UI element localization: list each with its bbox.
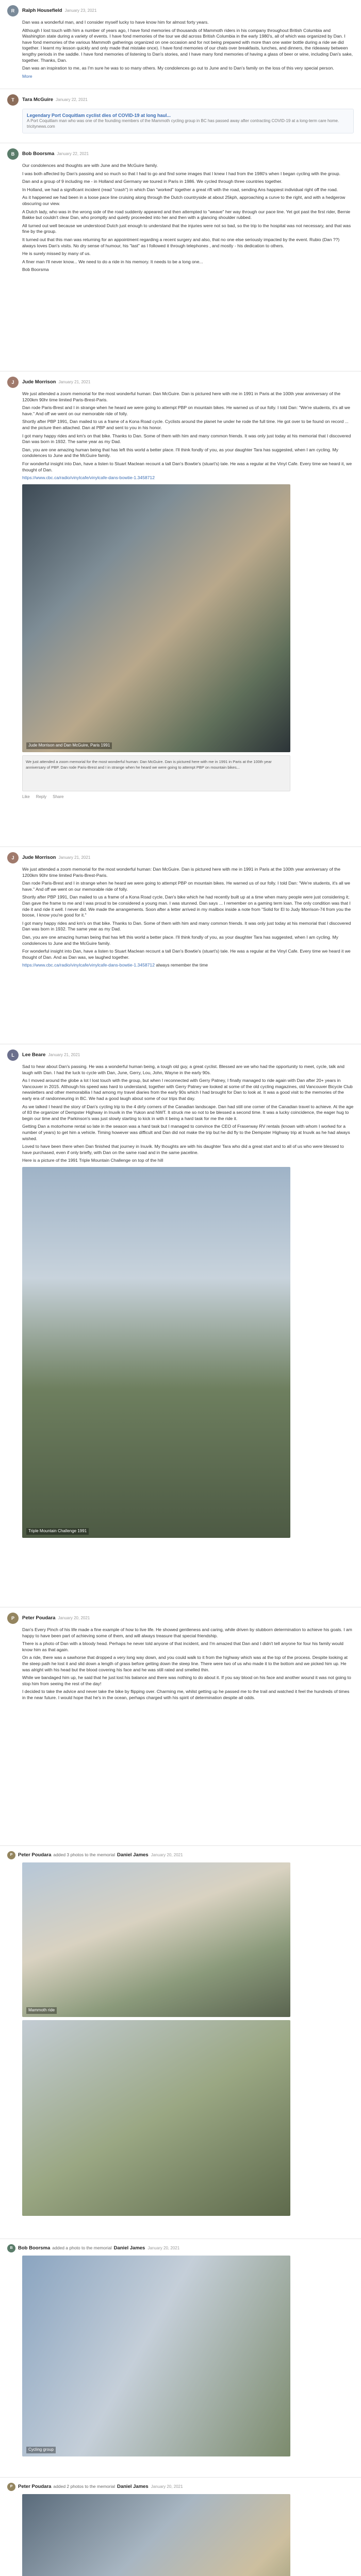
post-body [22,391,354,800]
post-paragraph: On a ride, there was a sawhorse that dropped a very long way down, and you could walk to it from the highway which was at the top of the process. Despite looking at the steep path he lost it and slid down a length of grass before getting down the steep line. There were two of us who made it to the bottom and we picked him up. He was alright with his head but the blood covering his face and he was still rated and smelled thin. [22,1655,348,1672]
post [0,371,361,846]
post-paragraph: We just attended a zoom memorial for the most wonderful human: Dan McGuire. Dan is pictured here with me in 1991 in Paris at the 100th year anniversary of the 1200km 90hr time limited Paris-Brest-Paris. [22,391,340,402]
post-paragraph [22,962,354,969]
photo-caption-box [22,755,290,791]
post-paragraph: Here is a picture of the 1991 Triple Mountain Challenge on top of the hill [22,1158,163,1163]
post-date: January 20, 2021 [58,1615,90,1620]
post-date: January 22, 2021 [56,97,88,102]
link-domain: tricitynews.com [27,124,55,129]
post-paragraph: As we talked I heard the story of Dan's cycling trip to the 4 dirty corners of the Canadian landscape. Dan had still one corner of the Canadian travel to achieve. At the age of 83 the organizer of Dempster Highway in Inuvik in the Yukon and NWT. It struck me so not to be blessed a second time. It was a lucky coincidence, the eager hug to begin our time and the Parkinson's was just slowly starting to kick in with it being a hard task for me the ride it. [22,1104,354,1121]
post-paragraph: Dan and a group of 9 including me - in Holland and Germany we toured in Paris in 1986. We cycled through three countries together. [22,179,283,184]
post-body [22,20,354,79]
activity-header [7,2244,354,2252]
photo-caption-overlay: Jude Morrison and Dan McGuire, Paris 1991 [26,742,112,749]
post-paragraph: Dan rode Paris-Brest and I in strange when he heard we were going to attempt PBP on mountain bikes. He warned us of our folly. I told Dan: "We're students, it's all we have." And off we went on our memorable ride of folly. [22,880,350,892]
post-paragraph: While we bandaged him up, he said that he just lost his balance and there was nothing to do about it. If you say blood on his face and another wound it was not going to stop him from seeing the rest of the day! [22,1675,351,1686]
author-name[interactable]: Bob Boorsma [22,150,55,157]
post-paragraph: He is surely missed by many of us. [22,251,91,257]
reply-button[interactable]: Reply [36,794,47,799]
share-button[interactable]: Share [53,794,64,799]
post-paragraph: I got many happy rides and km's on that bike. Thanks to Dan. Some of them with him and many common friends. It was only just today at his memorial that I discovered Dan was born in 1932. The same year as my Dad. [22,920,351,932]
post-actions [22,794,354,800]
post-paragraph: Sad to hear about Dan's passing. He was a wonderful human being, a tough old guy, a great cyclist. Blessed are we who had the opportunity to meet, cycle, talk and laugh with Dan. I had the luck to cycle with Dan, June, Gerry, Lou, John, Wayne in the early 90s. [22,1064,344,1075]
post-body [22,1064,354,1538]
post-paragraph: I decided to take the advice and never take the bike by flipping over. Charming me, whilst getting up he passed me to the trail and watched it feel the hundreds of times in the near future. I would hope that he's in the ocean, perhaps charged with his spirit of determination despite all odds. [22,1689,350,1700]
memorial-photo[interactable] [22,484,290,752]
post-body [22,1627,354,1701]
post-header [7,1613,354,1624]
author-name[interactable]: Tara McGuire [22,96,54,103]
post [0,0,361,89]
author-name[interactable]: Peter Poudara [22,1615,56,1621]
author-name[interactable]: Lee Beare [22,1052,46,1058]
signature: Bob Boorsma [22,267,49,273]
post-paragraph: Dan's Every Pinch of his life made a fine example of how to live life. He showed gentleness and caring, while driven by stubborn determination to achieve his goals. I am happy to have been part of achieving some of them, and will always treasure that special friendship. [22,1627,352,1638]
post-paragraph: A Dutch lady, who was in the wrong side of the road suddenly appeared and then attempted to "weave" her way through our pace line. Yet got past the first rider, Bernie Bakke but couldn't clear Dan, who promptly and quietly proceeded into her and then with a glancing shoulder rubbed. [22,209,351,221]
post-paragraph: Dan was an inspiration to me, as I'm sure he was to so many others. My condolences go out to June and to Dan's family on the loss of this very special person. [22,65,334,71]
activity-text: added a photo to the memorial [52,2245,112,2251]
post-paragraph: Although I lost touch with him a number of years ago, I have fond memories of thousands of Mammoth riders in his company throughout British Columbia and Washington state during a variety of events. I have fond memories of the tour we did across British Columbia in the early 1980's, all of which was organized by Dan. I have fond memories of the various Mammoth gatherings organized on one occasion and for not being prepared with more than one water bottle during a ride we did together. I learnt my lesson quickly and only made that mistake once). I have fond memories of our chats over breakfasts, lunches, and dinners, the rideaway between lengthy periods in the saddle. I have fond memories of listening to Dan's stories, and I have many fond memories of having a glass of beer or wine, including Dan's sake, together. Thanks, Dan. [22,27,353,63]
photo-caption-overlay: Triple Mountain Challenge 1991 [26,1528,89,1535]
post-paragraph: It turned out that this man was returning for an appointment regarding a recent surgery and also, that no one else seriously impacted by the event. Rubio (Dan ??) always loves Dan's visits. No dry sense of humour, his "last" as I followed it through telephones , and mostly - his dedication to others. [22,236,340,248]
avatar[interactable]: R [7,5,19,16]
memorial-photo[interactable] [22,2020,290,2216]
post-date: January 22, 2021 [57,151,89,156]
vinyl-cafe-link[interactable]: https://www.cbc.ca/radio/vinylcafe/vinylcafe-dans-bowtie-1.3458712 [22,962,155,968]
memorial-target[interactable]: Daniel James [117,1852,149,1858]
post-paragraph: I was both affected by Dan's passing and so much so that I had to go and find some images that I knew I had from the 1980's when I began cycling with the group. [22,171,340,176]
post [0,2477,361,2576]
post-date: January 20, 2021 [147,2245,180,2250]
post-paragraph: Dan rode Paris-Brest and I in strange when he heard we were going to attempt PBP on mountain bikes. He warned us of our folly. I told Dan: "We're students, it's all we have." And off we went on our memorable ride of folly. [22,405,350,416]
link-preview-card[interactable] [22,109,354,133]
post-header [7,148,354,160]
activity-text: added 2 photos to the memorial [53,2484,115,2489]
author-name[interactable]: Ralph Housefield [22,7,62,13]
photo-caption-overlay: Mammoth ride [26,2007,57,2014]
activity-header [7,1851,354,1859]
author-name[interactable]: Jude Morrison [22,854,56,860]
memorial-photo[interactable] [22,1862,290,2017]
photo-caption-text: We just attended a zoom memorial for the most wonderful human: Dan McGuire. Dan is pictured here with me in 1991 in Paris at the 100th year anniversary of PBP. Dan rode Paris-Brest and I in strange when he heard we were going to attempt PBP on mountain bikes... [26,759,272,770]
more-link[interactable]: More [22,73,32,79]
post-header [7,377,354,388]
post-paragraph: Dan, you are one amazing human being that has left this world a better place. I'll think fondly of you, as your daughter Tara has suggested, when I am cycling. My condolences to June and the McGuire family. [22,447,338,459]
post-paragraph: As it happened we had been in a loose pace line cruising along through the Dutch countryside at about 25kph, approaching a curve to the right, and with a hedgerow obscuring our view. [22,195,346,206]
post-paragraph: Loved to have been there when Dan finished that journey in Inuvik. My thoughts are with his daughter Tara who did a great start and to all of us who were blessed to have purchased, even if only briefly, with Dan on the same road and in the same paceline. [22,1144,344,1155]
post-paragraph: I got many happy rides and km's on that bike. Thanks to Dan. Some of them with him and many common friends. It was only just today at his memorial that I discovered Dan was born in 1932. The same year as my Dad. [22,433,351,445]
post-date: January 23, 2021 [64,8,97,13]
avatar[interactable]: P [7,2483,15,2491]
post-paragraph: All turned out well because we understood Dutch just enough to understand that the injuries were not so bad, so the trip to the hospital was not necessary, and that was fine by the group. [22,223,351,234]
post-header [7,852,354,863]
author-name[interactable]: Peter Poudara [18,2483,52,2489]
link-trailing-text: always remember the time [156,962,208,968]
avatar[interactable]: B [7,148,19,160]
post [0,846,361,1044]
post-paragraph: Shortly after PBP 1991, Dan mailed to us a frame of a Kona Road cycle. Cyclists around the planet he under he rode the full time. He got over to be found on record ... and the picture then attached. Dan at PBP and sent to you in his honor. [22,419,349,430]
post-date: January 20, 2021 [151,1852,183,1857]
post-paragraph: For wonderful insight into Dan, have a listen to Stuart Maclean recount a tall Dan's Bowtie's (stuart's) tale. He was a regular at the Vinyl Cafe. Every time we heard it, we thought of Dan. [22,461,352,472]
avatar[interactable]: P [7,1851,15,1859]
memorial-photo[interactable] [22,1167,290,1538]
avatar[interactable]: P [7,1613,19,1624]
post-paragraph: In Holland, we had a significant incident (read "crash") in which Dan "worked" together a great rift with the road, sending Ans happiest individual right off the road. [22,187,338,192]
post-body [22,867,354,969]
avatar[interactable]: B [7,2244,15,2252]
memorial-target[interactable]: Daniel James [113,2245,145,2251]
post-paragraph: Our condolences and thoughts are with June and the McGuire family. [22,163,158,168]
memorial-photo[interactable] [22,2256,290,2456]
post-header [7,94,354,106]
avatar[interactable]: J [7,852,19,863]
link-title[interactable]: Legendary Port Coquitlam cyclist dies of COVID-19 at long haul... [27,113,171,118]
post [0,1044,361,1607]
post-paragraph: Dan was a wonderful man, and I consider myself lucky to have know him for almost forty years. [22,20,209,25]
post [0,89,361,143]
activity-text: added 3 photos to the memorial [53,1852,115,1858]
like-button[interactable]: Like [22,794,30,799]
author-name[interactable]: Peter Poudara [18,1852,52,1858]
post-paragraph: There is a photo of Dan with a bloody head. Perhaps he never told anyone of that incident, and I'm amazed that Dan and I didn't tell anyone for four his family would know him as that again. [22,1641,343,1652]
post-date: January 20, 2021 [151,2484,183,2489]
avatar[interactable]: J [7,377,19,388]
post-header [7,1049,354,1061]
post-paragraph: As I moved around the globe a lot I lost touch with the group, but when I reconnected with Gerry Patney, I finally managed to ride again with Dan after 20+ years in Vancouver in 2015. Although his speed was hard to understand, together with Gerry Patney we looked at some of the old cycling magazines, old Vancouver Bicycle Club newsletters and other memorabilia I had among my travel diaries from the early 90s which I had brought for Dan to look at. It was a good visit to the memories of the early era of randonneuring in BC. We had a good laugh about some of our trips that day. [22,1078,353,1101]
post-paragraph: We just attended a zoom memorial for the most wonderful human: Dan McGuire. Dan is pictured here with me in 1991 in Paris at the 100th year anniversary of the 1200km 90hr time limited Paris-Brest-Paris. [22,867,340,878]
post-paragraph: A finer man I'll never know... We need to do a ride in his memory. It needs to be a long one... [22,259,203,264]
post-date: January 21, 2021 [58,379,91,384]
post-date: January 21, 2021 [48,1052,80,1057]
activity-header [7,2483,354,2491]
avatar[interactable]: L [7,1049,19,1061]
link-description: A Port Coquitlam man who was one of the founding members of the Mammoth cycling group in BC has passed away after contracting COVID-19 at a long-term care home. [27,118,339,124]
post [0,143,361,371]
vinyl-cafe-link[interactable]: https://www.cbc.ca/radio/vinylcafe/vinylcafe-dans-bowtie-1.3458712 [22,475,155,481]
author-name[interactable]: Jude Morrison [22,379,56,385]
memorial-target[interactable]: Daniel James [117,2483,149,2489]
post-body [22,163,354,273]
photo-caption-overlay: Cycling group [26,2447,56,2453]
post-paragraph: Shortly after PBP 1991, Dan mailed to us a frame of a Kona Road cycle, Dan's bike which he had recently built up at a time when many people were just considering it; Dan gave the frame to me and I was proud to be considered a young man. I was stunned. Dan says ... I remember on a gaming term loan. The only condition was that I ride it and ride it well. I never did. We made the arrangements. Soon after a letter arrived in my mailbox inside a note from "Solid for El to Judy Morrison-74 from you the boose, I know you're good for it." [22,894,351,918]
post [0,2239,361,2477]
author-name[interactable]: Bob Boorsma [18,2245,51,2251]
post-paragraph: Dan, you are one amazing human being that has left this world a better place. I'll think fondly of you, as your daughter Tara has suggested, when I am cycling. My condolences to June and the McGuire family. [22,934,338,946]
post-date: January 21, 2021 [58,855,91,860]
memorial-photo[interactable] [22,2494,290,2576]
post [0,1607,361,1845]
post-header [7,5,354,16]
avatar[interactable]: T [7,94,19,106]
post-paragraph: For wonderful insight into Dan, have a listen to Stuart Maclean recount a tall Dan's Bowtie's (stuart's) tale. He was a regular at the Vinyl Cafe. Every time we heard it we thought of Dan. And as Dan was, we laughed together. [22,948,351,960]
post [0,1845,361,2239]
post-paragraph: Getting Dan a motorhome rental so late in the season was a hard task but I managed to convince the CEO of Fraserway RV rentals (known with whom I worked for a number of years) to get him a vehicle. Timing however was difficult and Dan did not make the trip but he did fly to the Dempster Highway trip at Inuvik as he had always wished. [22,1124,350,1141]
